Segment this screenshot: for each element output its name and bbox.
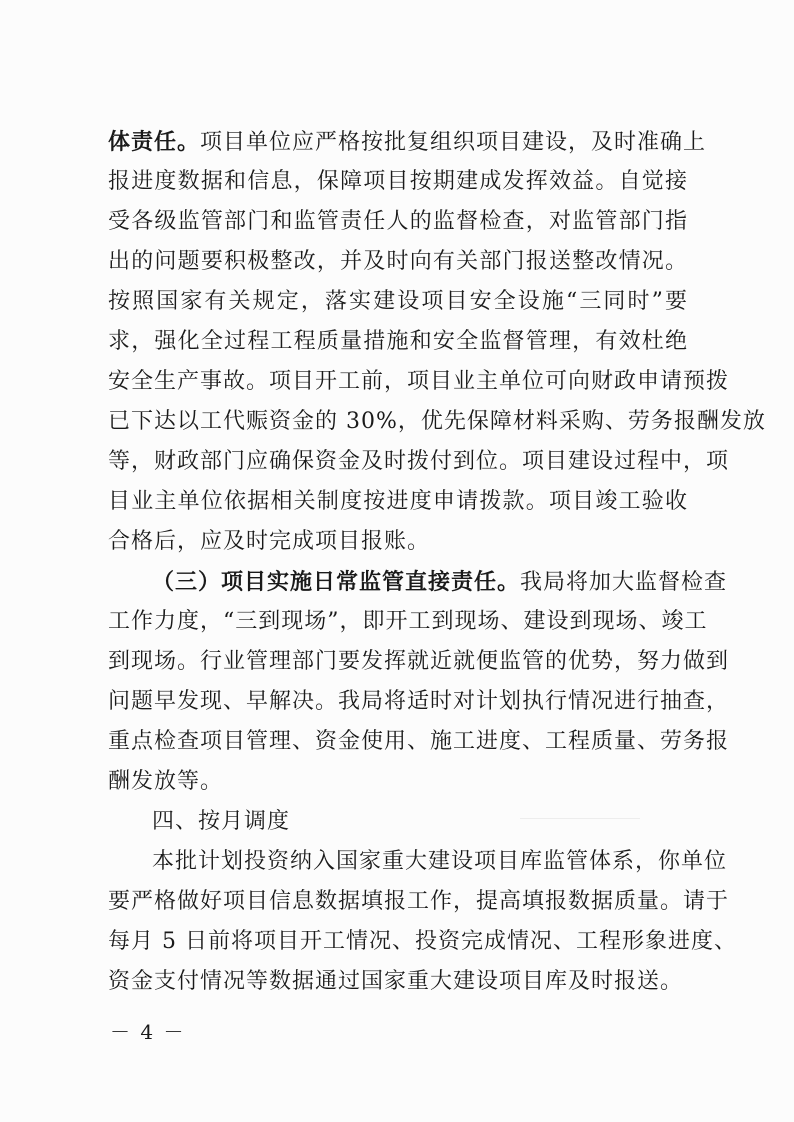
paragraph-3-line-3: 每月 5 日前将项目开工情况、投资完成情况、工程形象进度、 bbox=[108, 929, 737, 954]
bold-lead-text: （三）项目实施日常监管直接责任。 bbox=[152, 569, 521, 595]
paragraph-3-line-1: 本批计划投资纳入国家重大建设项目库监管体系，你单位 bbox=[152, 849, 728, 874]
paragraph-2-line-5: 重点检查项目管理、资金使用、施工进度、工程质量、劳务报 bbox=[108, 729, 730, 754]
paragraph-1-line-4: 出的问题要积极整改，并及时向有关部门报送整改情况。 bbox=[108, 249, 688, 274]
paragraph-1-line-2: 报进度数据和信息，保障项目按期建成发挥效益。自觉接 bbox=[108, 169, 688, 194]
body-text: 我局将加大监督检查 bbox=[520, 570, 728, 595]
paragraph-2-line-1 bbox=[108, 562, 728, 602]
paragraph-2-line-4: 问题早发现、早解决。我局将适时对计划执行情况进行抽查， bbox=[108, 689, 730, 714]
paragraph-1-line-9: 等，财政部门应确保资金及时拨付到位。项目建设过程中，项 bbox=[108, 449, 730, 474]
paragraph-2-line-2: 工作力度，“三到现场”，即开工到现场、建设到现场、竣工 bbox=[108, 609, 708, 634]
body-text: 项目单位应严格按批复组织项目建设，及时准确上 bbox=[200, 130, 707, 155]
bold-lead-text: 体责任。 bbox=[108, 129, 201, 155]
paragraph-1-line-3: 受各级监管部门和监管责任人的监督检查，对监管部门指 bbox=[108, 209, 688, 234]
scan-artifact bbox=[520, 818, 640, 819]
document-page bbox=[108, 122, 766, 1002]
paragraph-1-line-11: 合格后，应及时完成项目报账。 bbox=[108, 529, 431, 554]
paragraph-2-line-6: 酬发放等。 bbox=[108, 769, 224, 794]
paragraph-3-line-2: 要严格做好项目信息数据填报工作，提高填报数据质量。请于 bbox=[108, 889, 730, 914]
page-number: － 4 － bbox=[110, 1020, 186, 1044]
paragraph-1-line-6: 求，强化全过程工程质量措施和安全监督管理，有效杜绝 bbox=[108, 329, 688, 354]
paragraph-1-line-8: 已下达以工代赈资金的 30%，优先保障材料采购、劳务报酬发放 bbox=[108, 409, 766, 434]
paragraph-1-line-1 bbox=[108, 122, 707, 162]
paragraph-3-line-4: 资金支付情况等数据通过国家重大建设项目库及时报送。 bbox=[108, 969, 684, 994]
section-heading: 四、按月调度 bbox=[152, 809, 291, 834]
paragraph-2-line-3: 到现场。行业管理部门要发挥就近就便监管的优势，努力做到 bbox=[108, 649, 730, 674]
paragraph-1-line-7: 安全生产事故。项目开工前，项目业主单位可向财政申请预拨 bbox=[108, 369, 730, 394]
paragraph-1-line-10: 目业主单位依据相关制度按进度申请拨款。项目竣工验收 bbox=[108, 489, 688, 514]
paragraph-1-line-5: 按照国家有关规定，落实建设项目安全设施“三同时”要 bbox=[108, 289, 688, 314]
